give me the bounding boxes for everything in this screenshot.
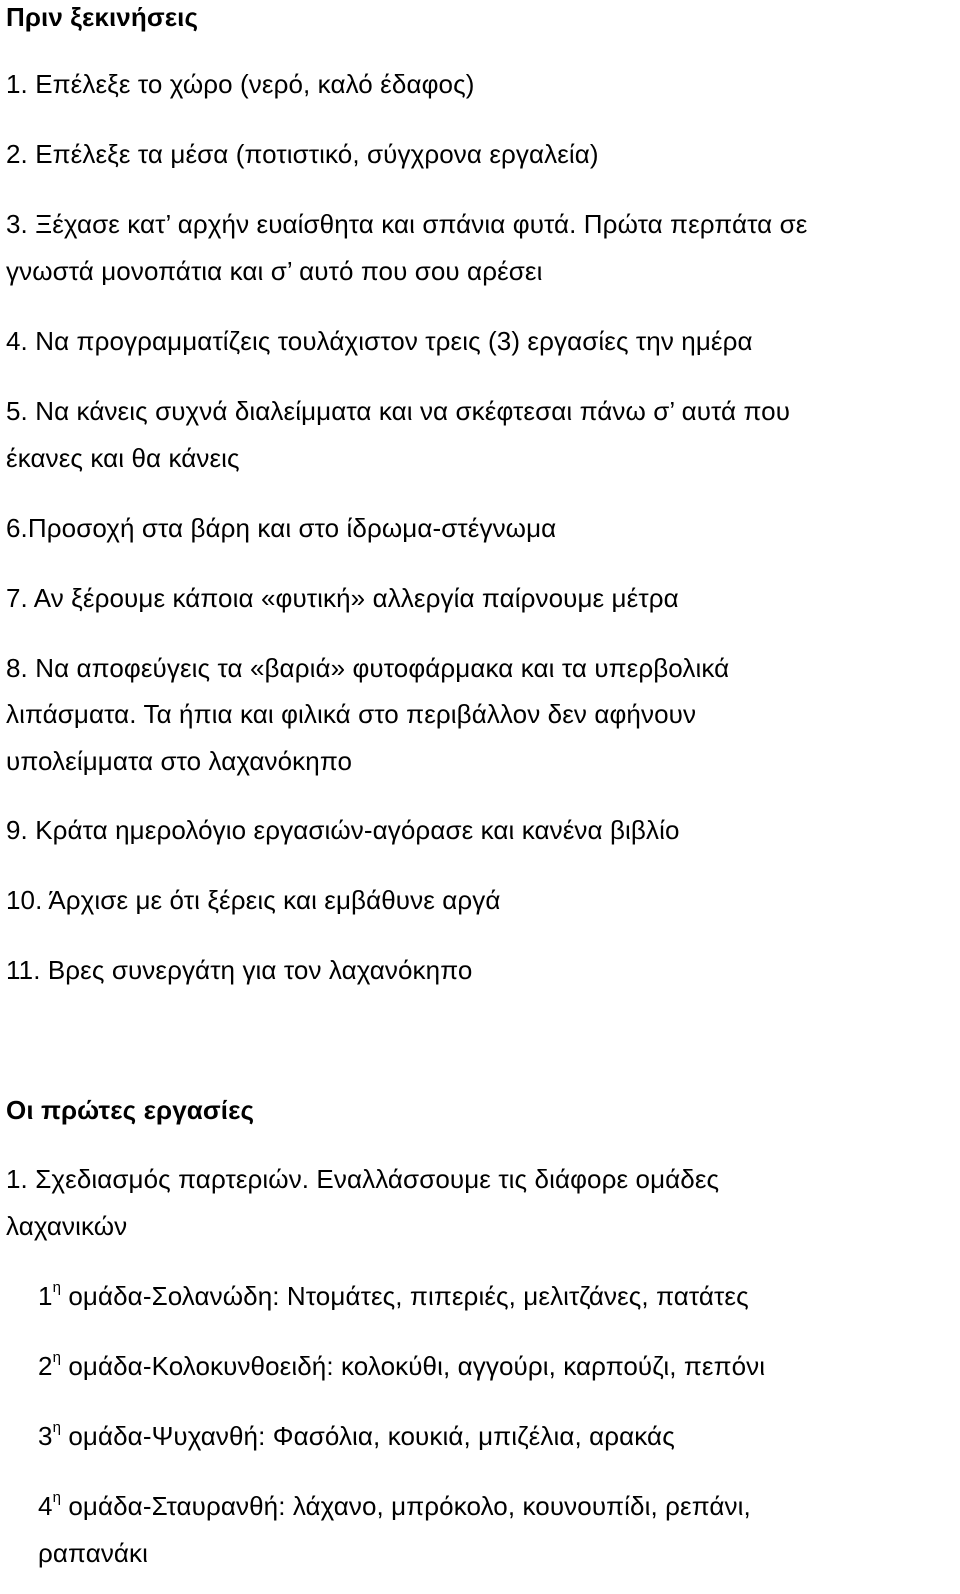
ordinal-superscript: η <box>52 1279 62 1297</box>
group-number: 3 <box>38 1421 53 1451</box>
group-description: ομάδα-Ψυχανθή: Φασόλια, κουκιά, μπιζέλια, αρακάς <box>61 1421 675 1451</box>
ordinal-superscript: η <box>52 1489 62 1507</box>
vegetable-group-2 <box>38 1349 765 1383</box>
list-item-10: 10. Άρχισε με ότι ξέρεις και εμβάθυνε αργά <box>6 885 501 915</box>
group-number: 2 <box>38 1351 53 1381</box>
group-number: 4 <box>38 1491 53 1521</box>
group-number: 1 <box>38 1281 53 1311</box>
vegetable-group-3 <box>38 1419 675 1453</box>
list-item-1: 1. Επέλεξε το χώρο (νερό, καλό έδαφος) <box>6 69 475 99</box>
group-description: ομάδα-Κολοκυνθοειδή: κολοκύθι, αγγούρι, καρπούζι, πεπόνι <box>61 1351 766 1381</box>
vegetable-group-1 <box>38 1279 749 1313</box>
vegetable-group-4 <box>38 1489 751 1523</box>
section-heading-before-start: Πριν ξεκινήσεις <box>6 2 199 32</box>
list-item-3-continued: γνωστά μονοπάτια και σ’ αυτό που σου αρέσει <box>6 256 543 286</box>
list-item-2: 2. Επέλεξε τα μέσα (ποτιστικό, σύγχρονα εργαλεία) <box>6 139 599 169</box>
list-item-8-continued-2: υπολείμματα στο λαχανόκηπο <box>6 746 353 776</box>
section-heading-first-tasks: Οι πρώτες εργασίες <box>6 1095 255 1125</box>
list-item-7: 7. Αν ξέρουμε κάποια «φυτική» αλλεργία παίρνουμε μέτρα <box>6 583 679 613</box>
group-description: ομάδα-Σολανώδη: Ντομάτες, πιπεριές, μελιτζάνες, πατάτες <box>61 1281 749 1311</box>
group-description: ομάδα-Σταυρανθή: λάχανο, μπρόκολο, κουνουπίδι, ρεπάνι, <box>61 1491 751 1521</box>
list-item-8: 8. Να αποφεύγεις τα «βαριά» φυτοφάρμακα και τα υπερβολικά <box>6 653 730 683</box>
list-item-3: 3. Ξέχασε κατ’ αρχήν ευαίσθητα και σπάνια φυτά. Πρώτα περπάτα σε <box>6 209 808 239</box>
list-item-5: 5. Να κάνεις συχνά διαλείμματα και να σκέφτεσαι πάνω σ’ αυτά που <box>6 396 791 426</box>
list-item-6: 6.Προσοχή στα βάρη και στο ίδρωμα-στέγνωμα <box>6 513 557 543</box>
vegetable-group-4-continued: ραπανάκι <box>38 1538 149 1568</box>
ordinal-superscript: η <box>52 1349 62 1367</box>
task-item-1: 1. Σχεδιασμός παρτεριών. Εναλλάσσουμε τις διάφορε ομάδες <box>6 1164 720 1194</box>
list-item-9: 9. Κράτα ημερολόγιο εργασιών-αγόρασε και κανένα βιβλίο <box>6 815 680 845</box>
ordinal-superscript: η <box>52 1419 62 1437</box>
list-item-11: 11. Βρες συνεργάτη για τον λαχανόκηπο <box>6 955 473 985</box>
list-item-5-continued: έκανες και θα κάνεις <box>6 443 240 473</box>
task-item-1-continued: λαχανικών <box>6 1211 128 1241</box>
list-item-8-continued: λιπάσματα. Τα ήπια και φιλικά στο περιβάλλον δεν αφήνουν <box>6 699 697 729</box>
list-item-4: 4. Να προγραμματίζεις τουλάχιστον τρεις (3) εργασίες την ημέρα <box>6 326 753 356</box>
